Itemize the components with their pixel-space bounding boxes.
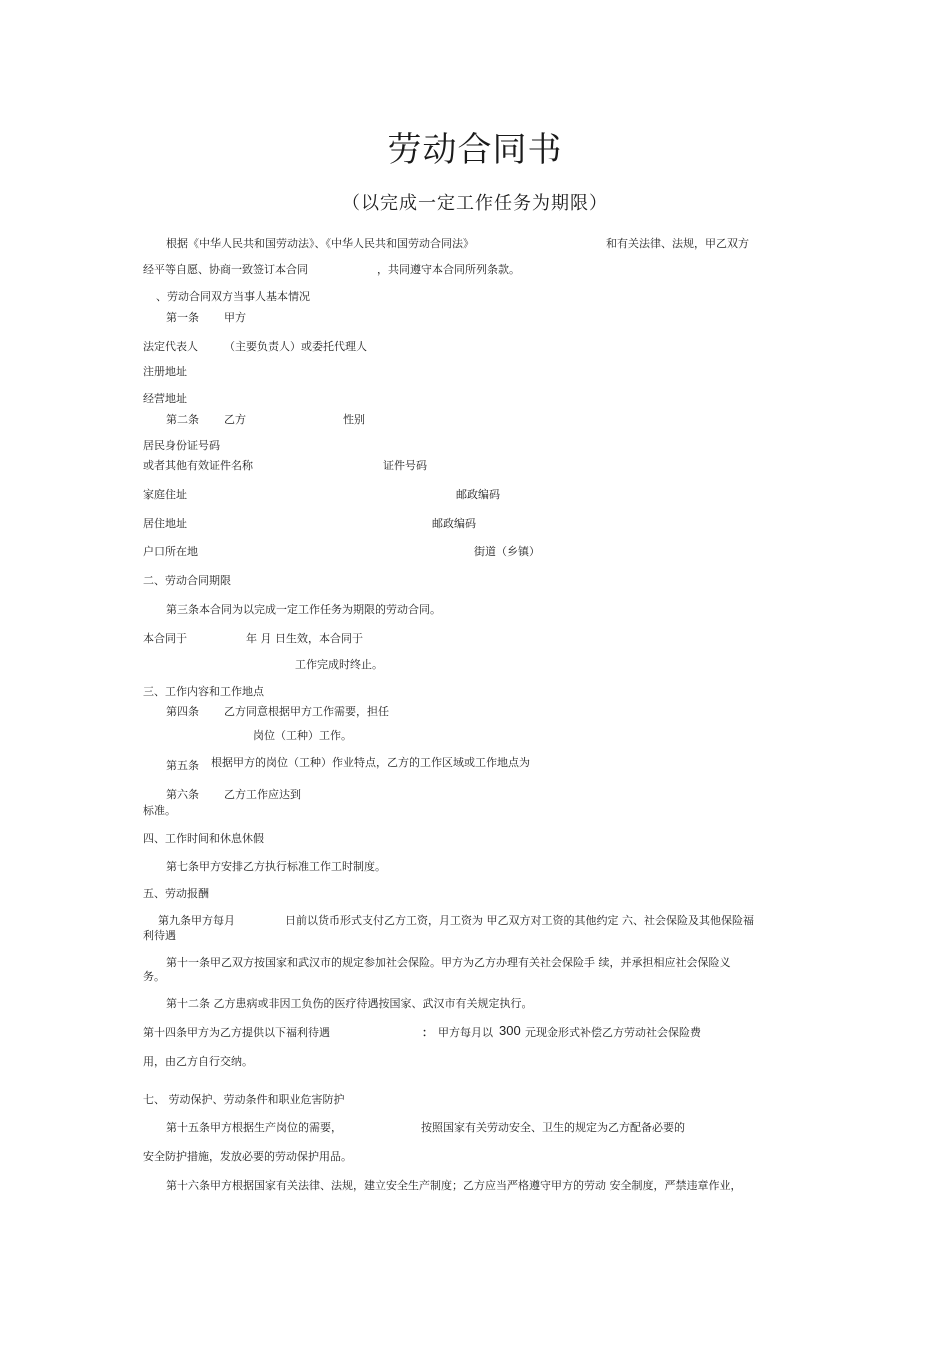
article-text: 乙方工作应达到 bbox=[224, 788, 301, 801]
field-label: 性别 bbox=[343, 413, 365, 426]
article-text: 工作完成时终止。 bbox=[295, 658, 383, 671]
field-label: 户口所在地 bbox=[143, 545, 198, 558]
article-text: 第三条本合同为以完成一定工作任务为期限的劳动合同。 bbox=[166, 603, 441, 616]
field-label: 甲方 bbox=[224, 311, 246, 324]
article-text: 安全防护措施，发放必要的劳动保护用品。 bbox=[143, 1150, 352, 1163]
amount-value: 300 bbox=[499, 1023, 521, 1038]
article-text: 乙方同意根据甲方工作需要，担任 bbox=[224, 705, 389, 718]
intro-text: 根据《中华人民共和国劳动法》、《中华人民共和国劳动合同法》 bbox=[166, 237, 474, 250]
document-title: 劳动合同书 bbox=[387, 130, 563, 170]
article-text: 岗位（工种）工作。 bbox=[253, 729, 352, 742]
article-text: 第十一条甲乙双方按国家和武汉市的规定参加社会保险。甲方为乙方办理有关社会保险手 续，并承担相应社会保险义 bbox=[166, 956, 731, 969]
article-text: 第十六条甲方根据国家有关法律、法规，建立安全生产制度；乙方应当严格遵守甲方的劳动 安全制度，严禁违章作业， bbox=[166, 1179, 742, 1192]
article-text: ： bbox=[422, 1026, 433, 1039]
article-text: 元现金形式补偿乙方劳动社会保险费 bbox=[525, 1026, 701, 1039]
article-text: 按照国家有关劳动安全、卫生的规定为乙方配备必要的 bbox=[421, 1121, 685, 1134]
article-text: 日前以货币形式支付乙方工资，月工资为 甲乙双方对工资的其他约定 六、社会保险及其他保险福 bbox=[285, 914, 754, 927]
intro-text: 经平等自愿、协商一致签订本合同 bbox=[143, 263, 308, 276]
field-label: 或者其他有效证件名称 bbox=[143, 459, 253, 472]
article-number: 第六条 bbox=[166, 788, 199, 801]
field-label: 家庭住址 bbox=[143, 488, 187, 501]
article-text: 第十二条 乙方患病或非因工负伤的医疗待遇按国家、武汉市有关规定执行。 bbox=[166, 997, 533, 1010]
intro-text: 和有关法律、法规，甲乙双方 bbox=[606, 237, 749, 250]
article-number: 第四条 bbox=[166, 705, 199, 718]
field-label: 经营地址 bbox=[143, 392, 187, 405]
field-label: 邮政编码 bbox=[432, 517, 476, 530]
field-label: 法定代表人 bbox=[143, 340, 198, 353]
field-label: 居住地址 bbox=[143, 517, 187, 530]
section-heading: 四、工作时间和休息休假 bbox=[143, 832, 264, 845]
intro-text: ，共同遵守本合同所列条款。 bbox=[377, 263, 520, 276]
article-number: 第二条 bbox=[166, 413, 199, 426]
article-text: 标准。 bbox=[143, 804, 176, 817]
article-text: 第七条甲方安排乙方执行标准工作工时制度。 bbox=[166, 860, 386, 873]
article-text: 年 月 日生效，本合同于 bbox=[246, 632, 363, 645]
article-text: 第十四条甲方为乙方提供以下福利待遇 bbox=[143, 1026, 330, 1039]
article-text: 务。 bbox=[143, 970, 165, 983]
field-label: 乙方 bbox=[224, 413, 246, 426]
article-text: 第九条甲方每月 bbox=[158, 914, 235, 927]
article-number: 第五条 bbox=[166, 759, 199, 772]
section-heading: 七、 劳动保护、劳动条件和职业危害防护 bbox=[143, 1093, 345, 1106]
article-text: 第十五条甲方根据生产岗位的需要， bbox=[166, 1121, 342, 1134]
field-label: 居民身份证号码 bbox=[143, 439, 220, 452]
field-label: 证件号码 bbox=[383, 459, 427, 472]
field-label: 邮政编码 bbox=[456, 488, 500, 501]
section-heading: 、劳动合同双方当事人基本情况 bbox=[156, 290, 310, 303]
article-text: 甲方每月以 bbox=[438, 1026, 493, 1039]
article-text: 用，由乙方自行交纳。 bbox=[143, 1055, 253, 1068]
section-heading: 五、劳动报酬 bbox=[143, 887, 209, 900]
section-heading: 三、工作内容和工作地点 bbox=[143, 685, 264, 698]
field-label: 注册地址 bbox=[143, 365, 187, 378]
section-heading: 二、劳动合同期限 bbox=[143, 574, 231, 587]
article-text: 利待遇 bbox=[143, 929, 176, 942]
document-subtitle: （以完成一定工作任务为期限） bbox=[342, 193, 608, 214]
article-text: 根据甲方的岗位（工种）作业特点，乙方的工作区域或工作地点为 bbox=[211, 756, 530, 769]
field-label: （主要负责人）或委托代理人 bbox=[224, 340, 367, 353]
field-label: 街道（乡镇） bbox=[474, 545, 540, 558]
article-number: 第一条 bbox=[166, 311, 199, 324]
article-text: 本合同于 bbox=[143, 632, 187, 645]
